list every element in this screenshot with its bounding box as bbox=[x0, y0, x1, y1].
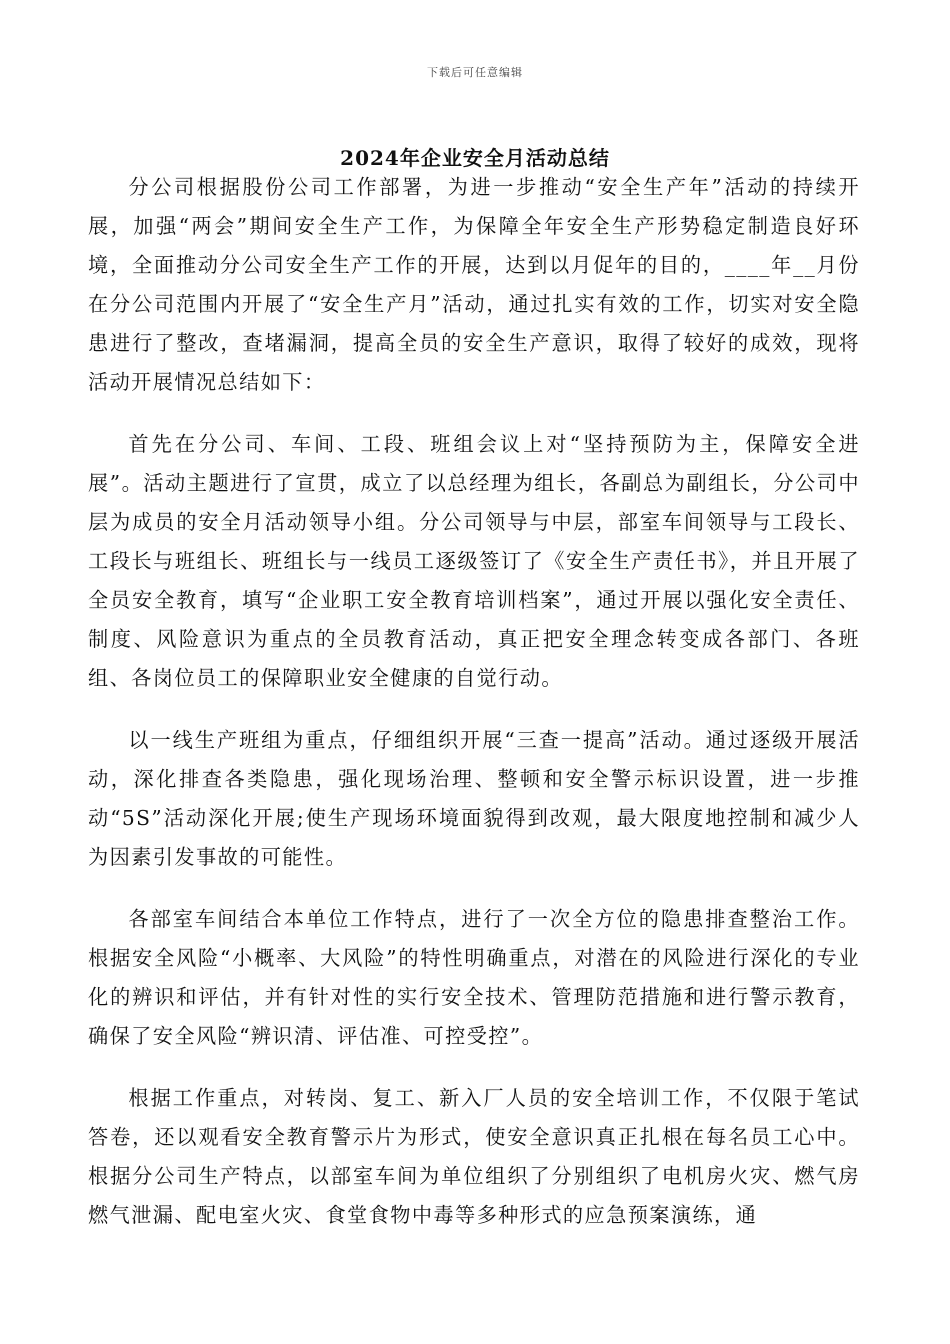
paragraph-3: 以一线生产班组为重点，仔细组织开展“三查一提高”活动。通过逐级开展活动，深化排查各类隐患，强化现场治理、整顿和安全警示标识设置，进一步推动“5S”活动深化开展;使生产现场环境面貌得到改观，最大限度地控制和减少人为因素引发事故的可能性。 bbox=[88, 728, 860, 869]
document-body bbox=[88, 168, 860, 1258]
header-note: 下载后可任意编辑 bbox=[427, 66, 523, 79]
paragraph-5: 根据工作重点，对转岗、复工、新入厂人员的安全培训工作，不仅限于笔试答卷，还以观看安全教育警示片为形式，使安全意识真正扎根在每名员工心中。根据分公司生产特点，以部室车间为单位组织了分别组织了电机房火灾、燃气房燃气泄漏、配电室火灾、食堂食物中毒等多种形式的应急预案演练，通 bbox=[88, 1086, 860, 1227]
paragraph-1: 分公司根据股份公司工作部署，为进一步推动“安全生产年”活动的持续开展，加强“两会”期间安全生产工作，为保障全年安全生产形势稳定制造良好环境，全面推动分公司安全生产工作的开展，达到以月促年的目的，____年__月份在分公司范围内开展了“安全生产月”活动，通过扎实有效的工作，切实对安全隐患进行了整改，查堵漏洞，提高全员的安全生产意识，取得了较好的成效，现将活动开展情况总结如下： bbox=[88, 175, 860, 394]
document-title: 2024年企业安全月活动总结 bbox=[340, 146, 610, 170]
paragraph-2: 首先在分公司、车间、工段、班组会议上对“坚持预防为主，保障安全进展”。活动主题进行了宣贯，成立了以总经理为组长，各副总为副组长，分公司中层为成员的安全月活动领导小组。分公司领导与中层，部室车间领导与工段长、工段长与班组长、班组长与一线员工逐级签订了《安全生产责任书》，并且开展了全员安全教育，填写“企业职工安全教育培训档案”，通过开展以强化安全责任、制度、风险意识为重点的全员教育活动，真正把安全理念转变成各部门、各班组、各岗位员工的保障职业安全健康的自觉行动。 bbox=[88, 432, 860, 690]
paragraph-4: 各部室车间结合本单位工作特点，进行了一次全方位的隐患排查整治工作。根据安全风险“小概率、大风险”的特性明确重点，对潜在的风险进行深化的专业化的辨识和评估，并有针对性的实行安全技术、管理防范措施和进行警示教育，确保了安全风险“辨识清、评估准、可控受控”。 bbox=[88, 907, 860, 1048]
